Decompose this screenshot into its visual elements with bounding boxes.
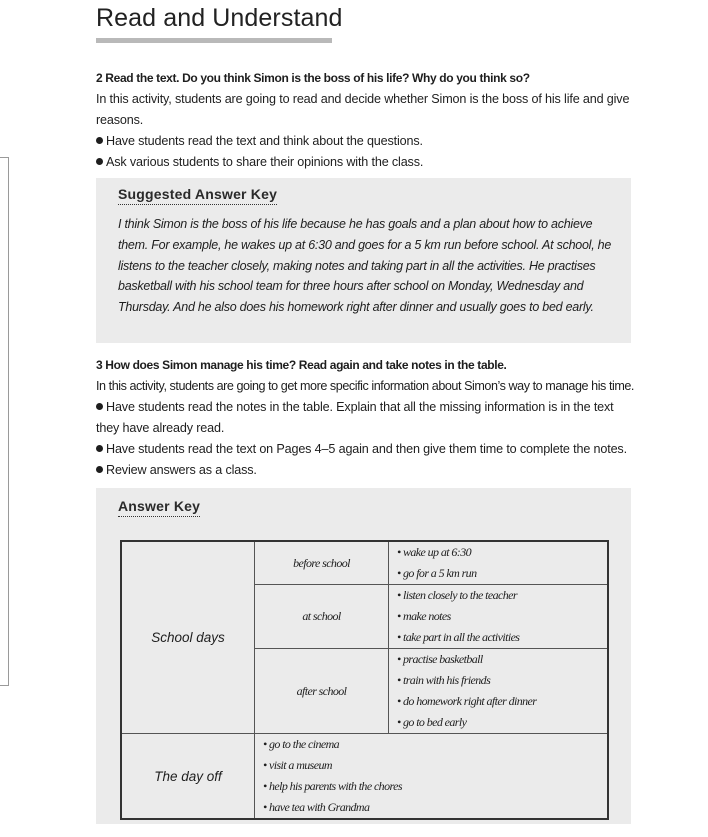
answer-key-title: Answer Key [118,498,200,517]
bullet-icon [96,137,103,144]
note-item: • wake up at 6:30 [397,545,471,559]
activity-3-heading: 3 How does Simon manage his time? Read again and take notes in the table. [96,358,507,372]
activity-2-bullet: Have students read the text and think about the questions. [96,131,636,152]
note-item: • go for a 5 km run [397,566,477,580]
activity-2-intro: In this activity, students are going to read and decide whether Simon is the boss of his life and give reasons. [96,92,630,127]
note-item: • train with his friends [397,673,491,687]
note-item: • listen closely to the teacher [397,588,517,602]
activity-2-heading: 2 Read the text. Do you think Simon is the boss of his life? Why do you think so? [96,71,530,85]
notes-cell [255,734,609,820]
activity-3-bullet: Have students read the notes in the table. Explain that all the missing information is in the text they have already read. [96,400,614,435]
section-title: Read and Understand [96,4,343,32]
bullet-icon [96,466,103,473]
subcategory-cell: after school [255,649,389,734]
note-item: • take part in all the activities [397,630,520,644]
activity-3-bullet: Have students read the text on Pages 4–5 again and then give them time to complete the notes. [96,439,636,460]
note-item: • go to bed early [397,715,467,729]
activity-3-intro: In this activity, students are going to get more specific information about Simon’s way to manage his time. [96,379,634,393]
category-day-off: The day off [121,734,255,820]
activity-3-instructions [96,355,636,481]
note-item: • make notes [397,609,451,623]
activity-2-instructions [96,68,636,173]
answer-key-table [120,540,609,820]
suggested-answer-text: I think Simon is the boss of his life because he has goals and a plan about how to achieve them. For example, he wakes up at 6:30 and goes for a 5 km run before school. At school, he listens to the teacher closely, making notes and taking part in all the activities. He practises basketball with his school team for three hours after school on Monday, Wednesday and Thursday. And he also does his homework right after dinner and usually goes to bed early. [118,217,612,315]
suggested-answer-title: Suggested Answer Key [118,186,277,205]
note-item: • help his parents with the chores [263,779,402,793]
table-row [121,541,608,585]
table-row [121,734,608,820]
answer-key-box [96,488,631,824]
title-underline [96,38,332,43]
subcategory-cell: at school [255,585,389,649]
activity-2-bullet: Ask various students to share their opinions with the class. [96,152,636,173]
note-item: • have tea with Grandma [263,800,370,814]
note-item: • do homework right after dinner [397,694,537,708]
suggested-answer-box [96,178,631,343]
bullet-icon [96,445,103,452]
bullet-icon [96,403,103,410]
notes-cell [389,649,609,734]
bullet-icon [96,158,103,165]
note-item: • go to the cinema [263,737,340,751]
activity-3-bullet: Review answers as a class. [96,460,636,481]
note-item: • visit a museum [263,758,332,772]
page-edge-frame [0,157,9,686]
notes-cell [389,541,609,585]
note-item: • practise basketball [397,652,483,666]
subcategory-cell: before school [255,541,389,585]
notes-cell [389,585,609,649]
category-school-days: School days [121,541,255,734]
